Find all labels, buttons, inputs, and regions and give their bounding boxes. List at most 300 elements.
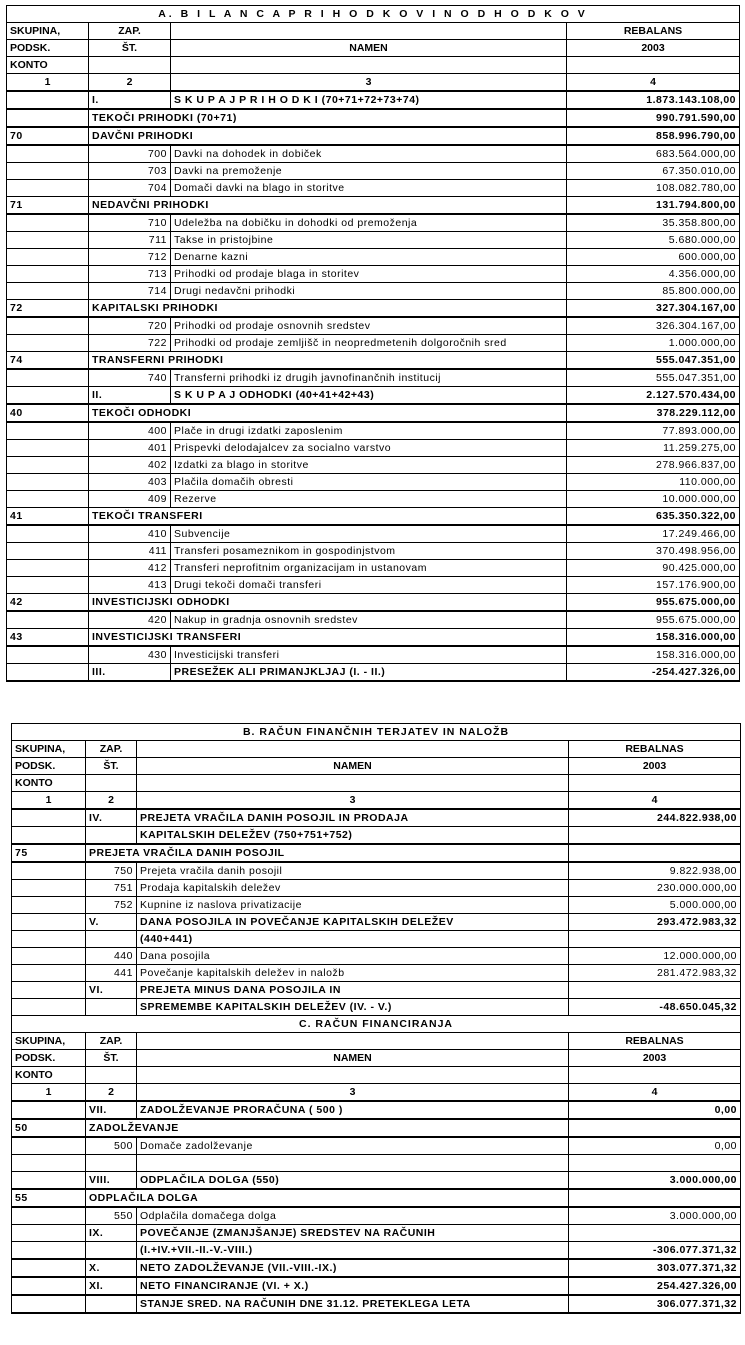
- group-label-cell: TEKOČI ODHODKI: [89, 404, 567, 422]
- table-row: [7, 109, 740, 127]
- table-row: [7, 664, 740, 682]
- table-row: [7, 232, 740, 249]
- konto-cell: [7, 457, 89, 474]
- header-row: [12, 775, 741, 792]
- table-c: [11, 1015, 741, 1314]
- zap-st-cell: 410: [89, 525, 171, 543]
- amount-cell: [569, 982, 741, 999]
- table-row: [12, 1189, 741, 1207]
- konto-cell: [7, 440, 89, 457]
- table-row: [7, 422, 740, 440]
- konto-cell: [7, 474, 89, 491]
- konto-cell: 55: [12, 1189, 86, 1207]
- table-row: [12, 982, 741, 999]
- zap-st-cell: X.: [86, 1259, 137, 1277]
- konto-cell: [7, 387, 89, 405]
- table-row: [12, 1155, 741, 1172]
- namen-cell: PRESEŽEK ALI PRIMANJKLJAJ (I. - II.): [171, 664, 567, 682]
- table-row: [7, 543, 740, 560]
- amount-cell: 77.893.000,00: [567, 422, 740, 440]
- table-row: [7, 249, 740, 266]
- namen-cell: PREJETA MINUS DANA POSOJILA IN: [137, 982, 569, 999]
- zap-st-cell: 722: [89, 335, 171, 352]
- header-col3: [137, 775, 569, 792]
- konto-cell: [12, 1207, 86, 1225]
- zap-st-cell: 430: [89, 646, 171, 664]
- namen-cell: Prihodki od prodaje blaga in storitev: [171, 266, 567, 283]
- namen-cell: NETO FINANCIRANJE (VI. + X.): [137, 1277, 569, 1295]
- zap-st-cell: 400: [89, 422, 171, 440]
- table-b: [11, 723, 741, 1016]
- group-label-cell: TEKOČI TRANSFERI: [89, 508, 567, 526]
- konto-cell: [12, 1137, 86, 1155]
- amount-cell: 955.675.000,00: [567, 594, 740, 612]
- group-label-cell: PREJETA VRAČILA DANIH POSOJIL: [86, 844, 569, 862]
- table-row: [12, 1259, 741, 1277]
- amount-cell: 110.000,00: [567, 474, 740, 491]
- konto-cell: [7, 232, 89, 249]
- table-row: [7, 214, 740, 232]
- table-row: [12, 1207, 741, 1225]
- header-col2: ŠT.: [89, 40, 171, 57]
- zap-st-cell: 401: [89, 440, 171, 457]
- namen-cell: NETO ZADOLŽEVANJE (VII.-VIII.-IX.): [137, 1259, 569, 1277]
- namen-cell: Prihodki od prodaje osnovnih sredstev: [171, 317, 567, 335]
- konto-cell: 75: [12, 844, 86, 862]
- section-title-row: [12, 724, 741, 741]
- konto-cell: 40: [7, 404, 89, 422]
- konto-cell: [12, 1242, 86, 1260]
- amount-cell: 1.000.000,00: [567, 335, 740, 352]
- zap-st-cell: [86, 827, 137, 845]
- konto-cell: 50: [12, 1119, 86, 1137]
- konto-cell: [12, 862, 86, 880]
- header-col3: [137, 1067, 569, 1084]
- konto-cell: [12, 965, 86, 982]
- namen-cell: Udeležba na dobičku in dohodki od premoženja: [171, 214, 567, 232]
- header-col4: [569, 1067, 741, 1084]
- group-label-cell: ODPLAČILA DOLGA: [86, 1189, 569, 1207]
- konto-cell: [7, 163, 89, 180]
- header-col4: 2003: [569, 758, 741, 775]
- column-number: 3: [137, 1084, 569, 1102]
- header-col4: 2003: [569, 1050, 741, 1067]
- amount-cell: 326.304.167,00: [567, 317, 740, 335]
- amount-cell: [569, 1189, 741, 1207]
- zap-st-cell: I.: [89, 91, 171, 109]
- zap-st-cell: 411: [89, 543, 171, 560]
- namen-cell: Odplačila domačega dolga: [137, 1207, 569, 1225]
- amount-cell: 4.356.000,00: [567, 266, 740, 283]
- zap-st-cell: VIII.: [86, 1172, 137, 1190]
- namen-cell: Drugi tekoči domači transferi: [171, 577, 567, 594]
- group-label-cell: TEKOČI PRIHODKI (70+71): [89, 109, 567, 127]
- amount-cell: 293.472.983,32: [569, 914, 741, 931]
- section-title: B. RAČUN FINANČNIH TERJATEV IN NALOŽB: [12, 724, 741, 741]
- amount-cell: 108.082.780,00: [567, 180, 740, 197]
- konto-cell: [12, 827, 86, 845]
- zap-st-cell: 412: [89, 560, 171, 577]
- amount-cell: 17.249.466,00: [567, 525, 740, 543]
- section-title: A. B I L A N C A P R I H O D K O V I N O D H O D K O V: [7, 6, 740, 23]
- zap-st-cell: 740: [89, 369, 171, 387]
- column-number-row: [7, 74, 740, 92]
- zap-st-cell: 500: [86, 1137, 137, 1155]
- table-row: [7, 577, 740, 594]
- konto-cell: 72: [7, 300, 89, 318]
- group-label-cell: INVESTICIJSKI ODHODKI: [89, 594, 567, 612]
- amount-cell: [569, 1119, 741, 1137]
- namen-cell: Povečanje kapitalskih deležev in naložb: [137, 965, 569, 982]
- header-col1: PODSK.: [12, 1050, 86, 1067]
- amount-cell: 858.996.790,00: [567, 127, 740, 145]
- table-row: [12, 931, 741, 948]
- amount-cell: 3.000.000,00: [569, 1207, 741, 1225]
- zap-st-cell: 441: [86, 965, 137, 982]
- amount-cell: 3.000.000,00: [569, 1172, 741, 1190]
- amount-cell: 2.127.570.434,00: [567, 387, 740, 405]
- table-row: [12, 914, 741, 931]
- amount-cell: [569, 827, 741, 845]
- namen-cell: Prispevki delodajalcev za socialno varstvo: [171, 440, 567, 457]
- konto-cell: [7, 525, 89, 543]
- column-number: 3: [171, 74, 567, 92]
- amount-cell: 254.427.326,00: [569, 1277, 741, 1295]
- zap-st-cell: [86, 999, 137, 1016]
- konto-cell: [7, 422, 89, 440]
- konto-cell: [12, 999, 86, 1016]
- amount-cell: 35.358.800,00: [567, 214, 740, 232]
- amount-cell: 1.873.143.108,00: [567, 91, 740, 109]
- namen-cell: Prihodki od prodaje zemljišč in neopredmetenih dolgoročnih sred: [171, 335, 567, 352]
- column-number-row: [12, 1084, 741, 1102]
- namen-cell: Kupnine iz naslova privatizacije: [137, 897, 569, 914]
- amount-cell: 85.800.000,00: [567, 283, 740, 300]
- amount-cell: [569, 844, 741, 862]
- konto-cell: [7, 214, 89, 232]
- header-col4: REBALANS: [567, 23, 740, 40]
- konto-cell: [12, 1172, 86, 1190]
- konto-cell: [12, 1155, 86, 1172]
- namen-cell: Drugi nedavčni prihodki: [171, 283, 567, 300]
- konto-cell: [7, 491, 89, 508]
- table-row: [7, 594, 740, 612]
- table-row: [7, 646, 740, 664]
- zap-st-cell: 714: [89, 283, 171, 300]
- namen-cell: Davki na premoženje: [171, 163, 567, 180]
- table-row: [7, 335, 740, 352]
- table-row: [7, 163, 740, 180]
- namen-cell: Davki na dohodek in dobiček: [171, 145, 567, 163]
- amount-cell: 90.425.000,00: [567, 560, 740, 577]
- konto-cell: [12, 931, 86, 948]
- header-col1: PODSK.: [12, 758, 86, 775]
- amount-cell: 303.077.371,32: [569, 1259, 741, 1277]
- header-col1: KONTO: [12, 1067, 86, 1084]
- header-col2: ZAP.: [86, 1033, 137, 1050]
- header-col3: NAMEN: [137, 758, 569, 775]
- namen-cell: Domači davki na blago in storitve: [171, 180, 567, 197]
- section-title: C. RAČUN FINANCIRANJA: [12, 1016, 741, 1033]
- namen-cell: S K U P A J ODHODKI (40+41+42+43): [171, 387, 567, 405]
- amount-cell: 635.350.322,00: [567, 508, 740, 526]
- column-number: 4: [567, 74, 740, 92]
- table-row: [7, 611, 740, 629]
- header-col4: REBALNAS: [569, 741, 741, 758]
- konto-cell: [12, 948, 86, 965]
- header-col1: SKUPINA,: [12, 1033, 86, 1050]
- namen-cell: (440+441): [137, 931, 569, 948]
- header-row: [12, 1050, 741, 1067]
- namen-cell: (I.+IV.+VII.-II.-V.-VIII.): [137, 1242, 569, 1260]
- konto-cell: [7, 91, 89, 109]
- header-col2: ZAP.: [86, 741, 137, 758]
- zap-st-cell: III.: [89, 664, 171, 682]
- table-row: [12, 1137, 741, 1155]
- header-col4: [569, 775, 741, 792]
- header-row: [12, 741, 741, 758]
- konto-cell: [12, 1259, 86, 1277]
- zap-st-cell: [86, 1295, 137, 1313]
- table-a: [6, 5, 740, 682]
- group-label-cell: KAPITALSKI PRIHODKI: [89, 300, 567, 318]
- konto-cell: [7, 611, 89, 629]
- zap-st-cell: 704: [89, 180, 171, 197]
- header-col1: SKUPINA,: [12, 741, 86, 758]
- header-col1: KONTO: [7, 57, 89, 74]
- table-row: [12, 1295, 741, 1313]
- header-row: [12, 758, 741, 775]
- table-row: [7, 474, 740, 491]
- table-row: [7, 283, 740, 300]
- konto-cell: [7, 664, 89, 682]
- table-row: [12, 999, 741, 1016]
- konto-cell: [7, 109, 89, 127]
- header-row: [7, 40, 740, 57]
- namen-cell: ODPLAČILA DOLGA (550): [137, 1172, 569, 1190]
- konto-cell: [7, 369, 89, 387]
- zap-st-cell: VI.: [86, 982, 137, 999]
- header-col2: [86, 1067, 137, 1084]
- konto-cell: [7, 145, 89, 163]
- group-label-cell: TRANSFERNI PRIHODKI: [89, 352, 567, 370]
- header-col1: SKUPINA,: [7, 23, 89, 40]
- zap-st-cell: 420: [89, 611, 171, 629]
- zap-st-cell: 402: [89, 457, 171, 474]
- zap-st-cell: 700: [89, 145, 171, 163]
- table-row: [7, 127, 740, 145]
- amount-cell: 378.229.112,00: [567, 404, 740, 422]
- amount-cell: 67.350.010,00: [567, 163, 740, 180]
- group-label-cell: DAVČNI PRIHODKI: [89, 127, 567, 145]
- zap-st-cell: 713: [89, 266, 171, 283]
- konto-cell: 41: [7, 508, 89, 526]
- table-row: [7, 180, 740, 197]
- header-col3: [137, 741, 569, 758]
- konto-cell: [12, 880, 86, 897]
- amount-cell: 157.176.900,00: [567, 577, 740, 594]
- konto-cell: [12, 914, 86, 931]
- section-title-row: [12, 1016, 741, 1033]
- table-row: [12, 1242, 741, 1260]
- namen-cell: KAPITALSKIH DELEŽEV (750+751+752): [137, 827, 569, 845]
- namen-cell: Transferi neprofitnim organizacijam in ustanovam: [171, 560, 567, 577]
- table-row: [7, 525, 740, 543]
- zap-st-cell: [86, 1242, 137, 1260]
- amount-cell: 244.822.938,00: [569, 809, 741, 827]
- table-row: [7, 629, 740, 647]
- zap-st-cell: IX.: [86, 1225, 137, 1242]
- zap-st-cell: 703: [89, 163, 171, 180]
- namen-cell: Transferi posameznikom in gospodinjstvom: [171, 543, 567, 560]
- amount-cell: 5.680.000,00: [567, 232, 740, 249]
- amount-cell: 12.000.000,00: [569, 948, 741, 965]
- table-row: [7, 457, 740, 474]
- zap-st-cell: 710: [89, 214, 171, 232]
- amount-cell: 278.966.837,00: [567, 457, 740, 474]
- column-number: 2: [86, 792, 137, 810]
- header-col2: ŠT.: [86, 758, 137, 775]
- amount-cell: 230.000.000,00: [569, 880, 741, 897]
- header-col1: KONTO: [12, 775, 86, 792]
- table-row: [12, 897, 741, 914]
- table-row: [7, 300, 740, 318]
- zap-st-cell: 751: [86, 880, 137, 897]
- namen-cell: DANA POSOJILA IN POVEČANJE KAPITALSKIH DELEŽEV: [137, 914, 569, 931]
- header-row: [7, 57, 740, 74]
- table-row: [7, 387, 740, 405]
- namen-cell: Transferni prihodki iz drugih javnofinančnih institucij: [171, 369, 567, 387]
- table-row: [12, 827, 741, 845]
- table-row: [7, 404, 740, 422]
- header-row: [12, 1033, 741, 1050]
- amount-cell: 131.794.800,00: [567, 197, 740, 215]
- table-row: [7, 508, 740, 526]
- column-number: 1: [12, 1084, 86, 1102]
- amount-cell: 955.675.000,00: [567, 611, 740, 629]
- namen-cell: Denarne kazni: [171, 249, 567, 266]
- zap-st-cell: 712: [89, 249, 171, 266]
- table-row: [12, 1225, 741, 1242]
- namen-cell: S K U P A J P R I H O D K I (70+71+72+73+74): [171, 91, 567, 109]
- group-label-cell: NEDAVČNI PRIHODKI: [89, 197, 567, 215]
- header-col1: PODSK.: [7, 40, 89, 57]
- namen-cell: Prodaja kapitalskih deležev: [137, 880, 569, 897]
- zap-st-cell: 413: [89, 577, 171, 594]
- zap-st-cell: 409: [89, 491, 171, 508]
- table-row: [12, 844, 741, 862]
- konto-cell: [12, 982, 86, 999]
- namen-cell: Plače in drugi izdatki zaposlenim: [171, 422, 567, 440]
- namen-cell: [137, 1155, 569, 1172]
- table-row: [12, 1172, 741, 1190]
- konto-cell: 74: [7, 352, 89, 370]
- namen-cell: STANJE SRED. NA RAČUNIH DNE 31.12. PRETEKLEGA LETA: [137, 1295, 569, 1313]
- table-row: [7, 369, 740, 387]
- amount-cell: [569, 1225, 741, 1242]
- zap-st-cell: II.: [89, 387, 171, 405]
- konto-cell: [7, 335, 89, 352]
- header-col4: [567, 57, 740, 74]
- amount-cell: 11.259.275,00: [567, 440, 740, 457]
- namen-cell: PREJETA VRAČILA DANIH POSOJIL IN PRODAJA: [137, 809, 569, 827]
- amount-cell: 0,00: [569, 1101, 741, 1119]
- namen-cell: Izdatki za blago in storitve: [171, 457, 567, 474]
- konto-cell: [7, 180, 89, 197]
- konto-cell: [12, 897, 86, 914]
- namen-cell: Plačila domačih obresti: [171, 474, 567, 491]
- header-col3: NAMEN: [171, 40, 567, 57]
- konto-cell: [7, 560, 89, 577]
- header-col2: ZAP.: [89, 23, 171, 40]
- zap-st-cell: 440: [86, 948, 137, 965]
- amount-cell: 370.498.956,00: [567, 543, 740, 560]
- table-row: [12, 862, 741, 880]
- namen-cell: Nakup in gradnja osnovnih sredstev: [171, 611, 567, 629]
- konto-cell: [12, 1225, 86, 1242]
- amount-cell: 683.564.000,00: [567, 145, 740, 163]
- namen-cell: POVEČANJE (ZMANJŠANJE) SREDSTEV NA RAČUNIH: [137, 1225, 569, 1242]
- konto-cell: [7, 646, 89, 664]
- section-b-c: [11, 723, 740, 1314]
- amount-cell: 555.047.351,00: [567, 352, 740, 370]
- amount-cell: 158.316.000,00: [567, 646, 740, 664]
- namen-cell: Investicijski transferi: [171, 646, 567, 664]
- amount-cell: 281.472.983,32: [569, 965, 741, 982]
- header-row: [12, 1067, 741, 1084]
- amount-cell: 0,00: [569, 1137, 741, 1155]
- table-row: [7, 352, 740, 370]
- zap-st-cell: [86, 1155, 137, 1172]
- table-row: [12, 1101, 741, 1119]
- namen-cell: ZADOLŽEVANJE PRORAČUNA ( 500 ): [137, 1101, 569, 1119]
- konto-cell: [12, 1295, 86, 1313]
- table-row: [12, 880, 741, 897]
- column-number: 4: [569, 792, 741, 810]
- zap-st-cell: V.: [86, 914, 137, 931]
- header-col3: [137, 1033, 569, 1050]
- column-number: 2: [86, 1084, 137, 1102]
- table-row: [7, 560, 740, 577]
- amount-cell: [569, 931, 741, 948]
- zap-st-cell: 720: [89, 317, 171, 335]
- header-col4: 2003: [567, 40, 740, 57]
- konto-cell: 43: [7, 629, 89, 647]
- zap-st-cell: VII.: [86, 1101, 137, 1119]
- section-a: [6, 5, 739, 682]
- header-col4: REBALNAS: [569, 1033, 741, 1050]
- header-col3: [171, 23, 567, 40]
- table-row: [12, 965, 741, 982]
- zap-st-cell: [86, 931, 137, 948]
- amount-cell: 10.000.000,00: [567, 491, 740, 508]
- table-row: [7, 197, 740, 215]
- konto-cell: [7, 283, 89, 300]
- column-number: 2: [89, 74, 171, 92]
- header-col3: NAMEN: [137, 1050, 569, 1067]
- header-col2: [89, 57, 171, 74]
- namen-cell: Rezerve: [171, 491, 567, 508]
- zap-st-cell: XI.: [86, 1277, 137, 1295]
- column-number: 1: [7, 74, 89, 92]
- konto-cell: [7, 266, 89, 283]
- header-col2: ŠT.: [86, 1050, 137, 1067]
- konto-cell: [12, 809, 86, 827]
- amount-cell: -48.650.045,32: [569, 999, 741, 1016]
- zap-st-cell: 550: [86, 1207, 137, 1225]
- amount-cell: [569, 1155, 741, 1172]
- table-row: [7, 440, 740, 457]
